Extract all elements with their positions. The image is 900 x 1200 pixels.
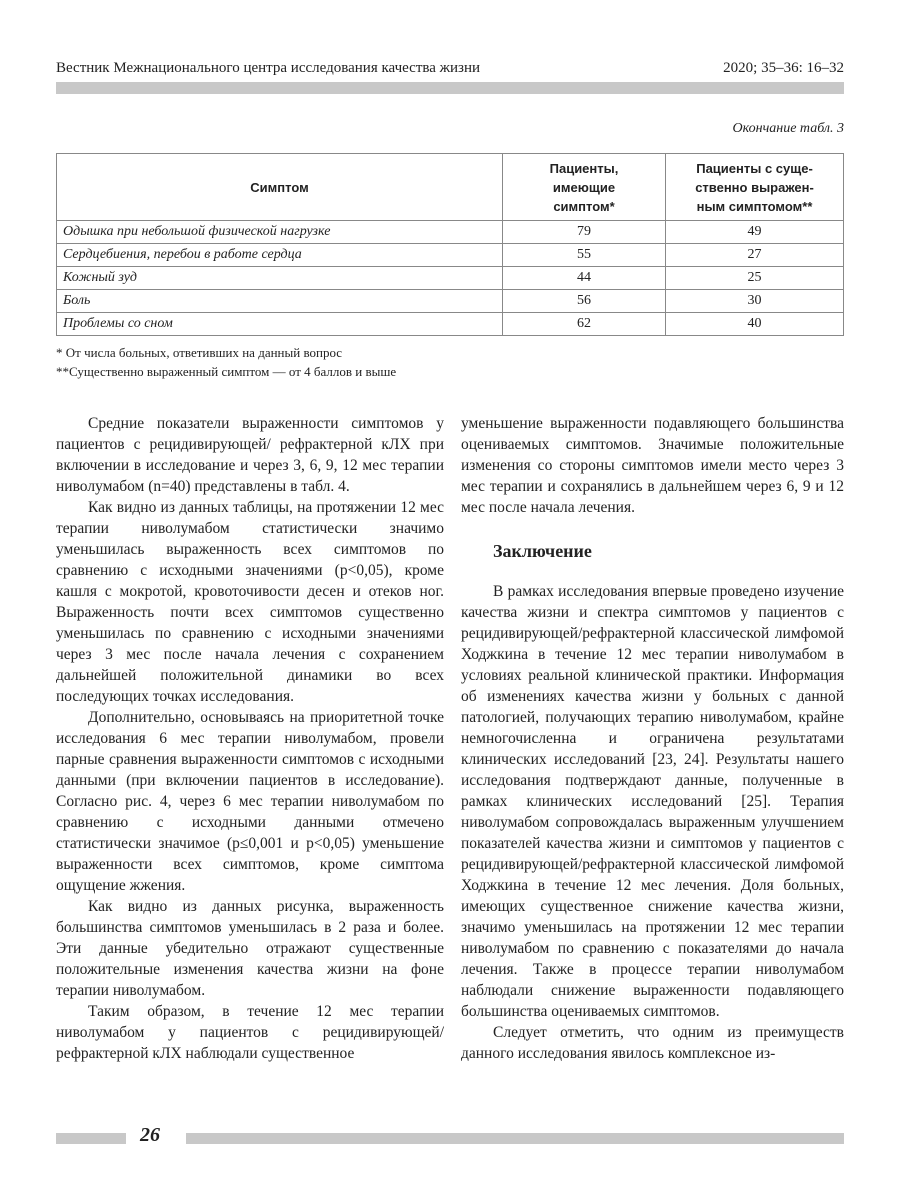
left-column [56,413,444,1064]
right-column [461,413,844,1064]
cell-severe: 25 [666,267,844,290]
table-caption: Окончание табл. 3 [732,121,844,136]
journal-title: Вестник Межнационального центра исследования качества жизни [56,60,481,76]
body-paragraph: В рамках исследования впервые проведено изучение качества жизни и спектра симптомов у пациентов с рецидивирующей/рефрактерной классической лимфомой Ходжкина в течение 12 мес терапии ниволумабом в условиях реальной клинической практики. Информация об изменениях качества жизни у больных с данной патологией, получающих терапию ниволумабом, крайне немногочисленна и ограничена результатами клинических исследований [23, 24]. Результаты нашего исследования подтверждают данные, полученные в рамках клинических исследований [25]. Терапия ниволумабом сопровождалась выраженным улучшением показателей качества жизни и симптомов у пациентов с рецидивирующей/рефрактерной классической лимфомой Ходжкина в течение 12 мес лечения. Доля больных, имеющих существенное снижение качества жизни, значимо уменьшилась на протяжении 12 мес терапии ниволумабом по сравнению с показателями до начала лечения. Также в процессе терапии ниволумабом наблюдали снижение выраженности подавляющего большинства оцениваемых симптомов. [461,583,844,1020]
section-heading: Заключение [493,541,592,561]
footer-bar-right [186,1133,844,1144]
table-footnote-2: **Существенно выраженный симптом — от 4 баллов и выше [56,364,397,379]
cell-severe: 49 [666,221,844,244]
page-number: 26 [140,1124,160,1146]
body-paragraph: уменьшение выраженности подавляющего большинства оцениваемых симптомов. Значимые положительные изменения со стороны симптомов имели место через 3 мес терапии и сохранялись в дальнейшем через 6, 9 и 12 мес после начала лечения. [461,415,844,516]
body-paragraph: Следует отметить, что одним из преимуществ данного исследования явилось комплексное из- [461,1024,844,1062]
table-row [57,267,844,290]
table-footnote-1: * От числа больных, ответивших на данный вопрос [56,345,343,360]
symptom-table [56,153,844,336]
body-paragraph: Как видно из данных рисунка, выраженность большинства симптомов уменьшилась в 2 раза и более. Эти данные убедительно отражают существенные положительные изменения качества жизни на фоне терапии ниволумабом. [56,898,444,999]
col-header-symptom: Симптом [57,154,503,221]
body-paragraph: Средние показатели выраженности симптомов у пациентов с рецидивирующей/ рефрактерной кЛХ при включении в исследование и через 3, 6, 9, 12 мес терапии ниволумабом (n=40) представлены в табл. 4. [56,415,444,495]
header-bar [56,82,844,94]
cell-symptom: Одышка при небольшой физической нагрузке [57,221,503,244]
cell-severe: 27 [666,244,844,267]
table-row [57,313,844,336]
body-paragraph: Дополнительно, основываясь на приоритетной точке исследования 6 мес терапии ниволумабом, провели парные сравнения выраженности симптомов с исходными данными (при включении пациентов в исследование). Согласно рис. 4, через 6 мес терапии ниволумабом по сравнению с исходными данными отмечено статистически значимое (p≤0,001 и p<0,05) уменьшение выраженности всех симптомов, кроме симптома ощущение жжения. [56,709,444,894]
table-row [57,244,844,267]
cell-symptom: Проблемы со сном [57,313,503,336]
col-header-severe-symptom: Пациенты с суще- ственно выражен- ным симптомом** [666,154,844,221]
cell-with: 62 [503,313,666,336]
body-paragraph: Таким образом, в течение 12 мес терапии ниволумабом у пациентов с рецидивирующей/ рефрактерной кЛХ наблюдали существенное [56,1003,444,1062]
cell-severe: 40 [666,313,844,336]
issue-info: 2020; 35–36: 16–32 [723,60,844,76]
col-header-with-symptom: Пациенты, имеющие симптом* [503,154,666,221]
running-header [56,60,844,82]
table-header-row [57,154,844,221]
body-paragraph: Как видно из данных таблицы, на протяжении 12 мес терапии ниволумабом статистически значимо уменьшилась выраженность всех симптомов по сравнению с исходными значениями (p<0,05), кроме кашля с мокротой, кровоточивости десен и отеков ног. Выраженность почти всех симптомов существенно уменьшилась по сравнению с исходными значениями через 3 мес после начала лечения с сохранением дальнейшей положительной динамики во всех последующих точках исследования. [56,499,444,705]
table-row [57,221,844,244]
cell-with: 79 [503,221,666,244]
footer-bar-left [56,1133,126,1144]
cell-symptom: Боль [57,290,503,313]
cell-symptom: Сердцебиения, перебои в работе сердца [57,244,503,267]
cell-symptom: Кожный зуд [57,267,503,290]
cell-severe: 30 [666,290,844,313]
cell-with: 44 [503,267,666,290]
cell-with: 55 [503,244,666,267]
table-row [57,290,844,313]
cell-with: 56 [503,290,666,313]
